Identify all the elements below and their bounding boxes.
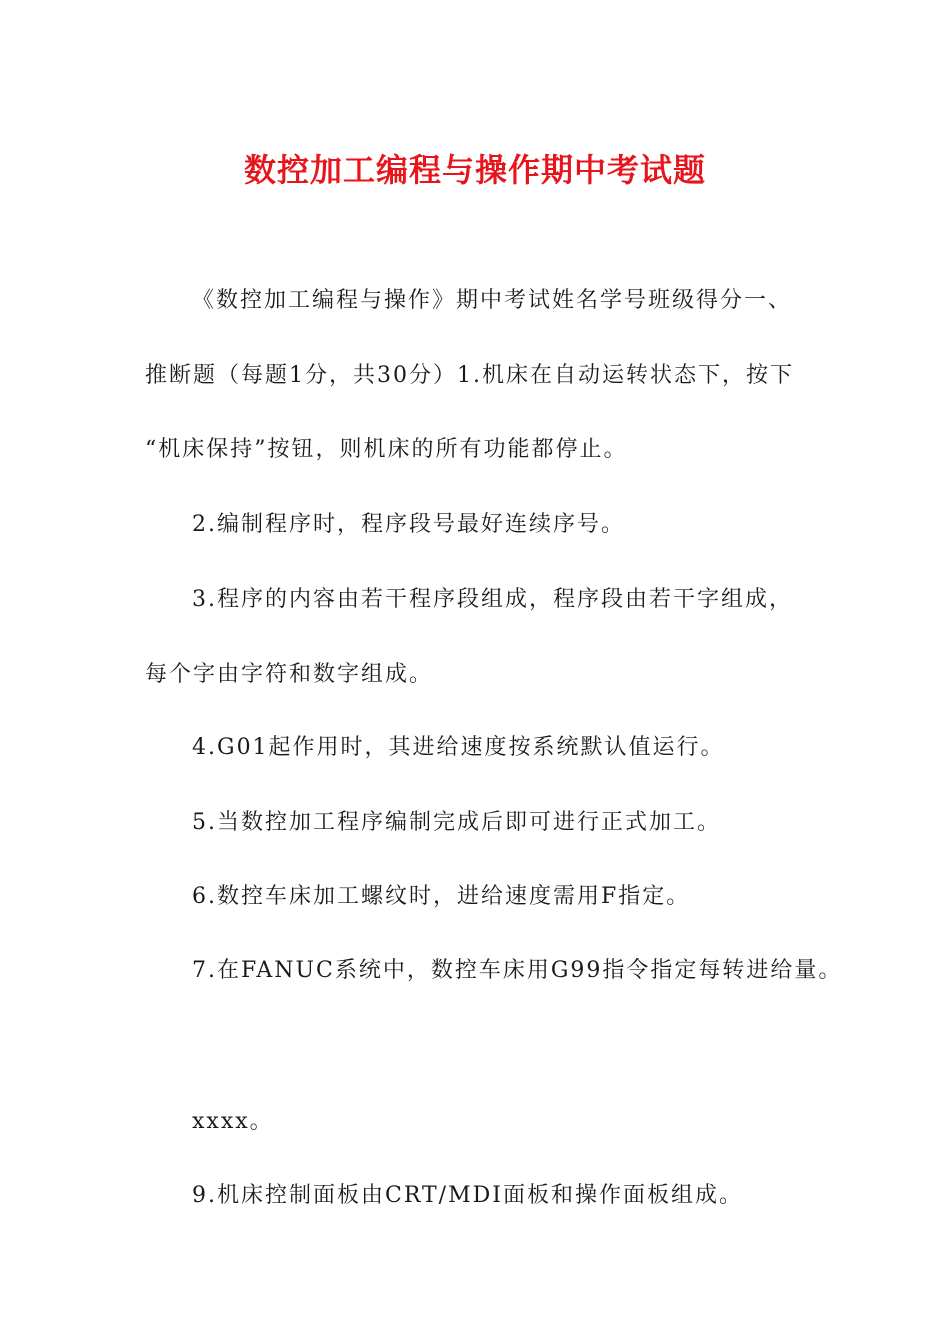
question-7-text: 7.在FANUC系统中，数控车床用G99指令指定每转进给量。 [192, 958, 843, 983]
question-5-text: 5.当数控加工程序编制完成后即可进行正式加工。 [192, 810, 721, 835]
question-6 [145, 860, 815, 935]
question-9 [145, 1159, 815, 1234]
question-5 [145, 786, 815, 861]
question-6-text: 6.数控车床加工螺纹时，进给速度需用F指定。 [192, 884, 691, 909]
question-4 [145, 711, 815, 786]
question-8-tail [145, 1085, 815, 1160]
intro-paragraph [145, 264, 815, 488]
intro-line-1: 《数控加工编程与操作》期中考试姓名学号班级得分一、 [192, 288, 793, 313]
question-7 [145, 934, 843, 1009]
question-4-text: 4.G01起作用时，其进给速度按系统默认值运行。 [192, 735, 725, 760]
intro-line-2: 推断题（每题1分，共30分）1.机床在自动运转状态下，按下 [145, 362, 794, 388]
question-8-tail-text: xxxx。 [192, 1109, 274, 1134]
question-3 [145, 563, 815, 712]
question-2 [145, 488, 815, 563]
question-2-text: 2.编制程序时，程序段号最好连续序号。 [192, 512, 625, 537]
intro-line-3: “机床保持”按钮，则机床的所有功能都停止。 [145, 437, 628, 462]
question-9-text: 9.机床控制面板由CRT/MDI面板和操作面板组成。 [192, 1183, 743, 1208]
document-title: 数控加工编程与操作期中考试题 [243, 151, 706, 189]
question-3-line-2: 每个字由字符和数字组成。 [145, 661, 434, 687]
question-3-line-1: 3.程序的内容由若干程序段组成，程序段由若干字组成， [192, 587, 793, 612]
